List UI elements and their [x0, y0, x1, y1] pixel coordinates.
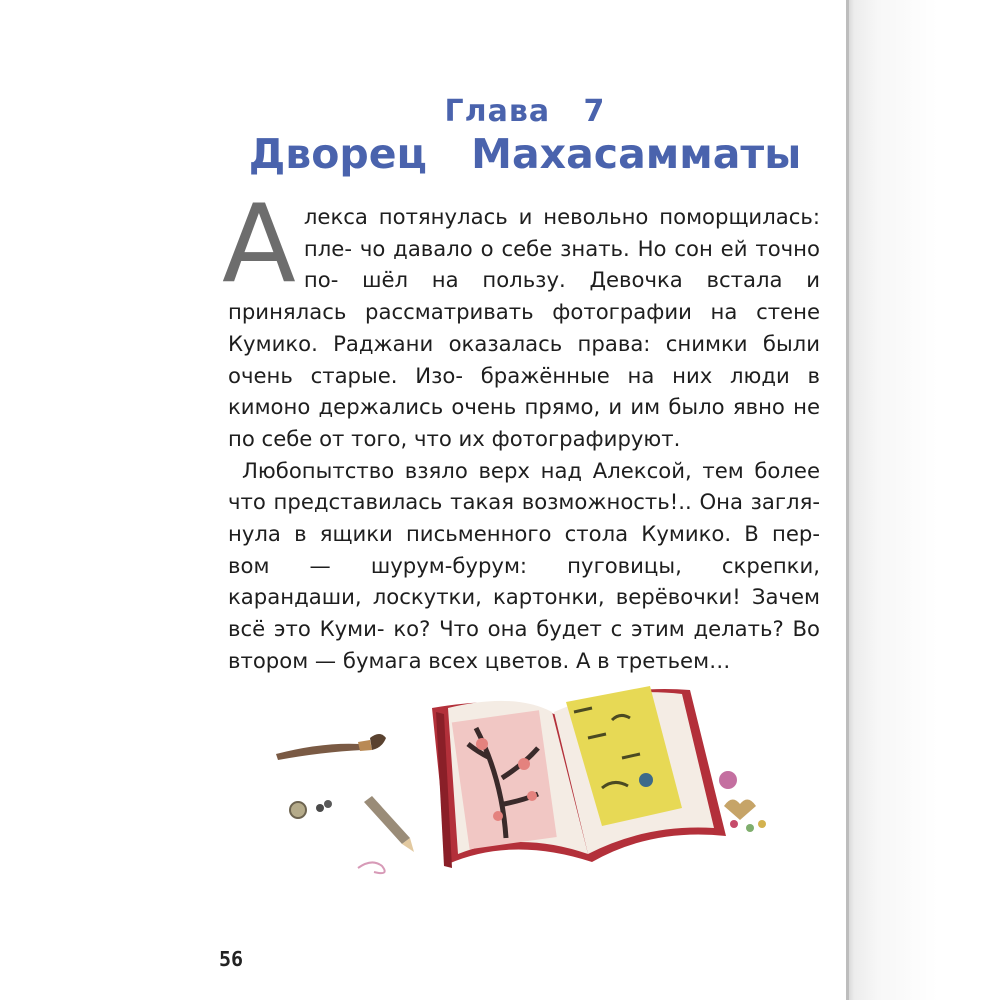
p1-line: чо давало о себе знать. Но сон ей точно по-	[303, 235, 820, 293]
p1-line: бражённые на них люди в кимоно держались очень	[228, 362, 820, 420]
chapter-text	[222, 182, 820, 677]
book-icon	[432, 686, 726, 868]
pencil-icon	[364, 796, 414, 852]
p1-line: рассматривать фотографии на стене Кумико. Раджани	[228, 299, 820, 356]
heart-icon	[724, 799, 756, 820]
paragraph-2	[228, 455, 820, 677]
p2-line: бумага всех цветов. А в третьем…	[342, 647, 731, 673]
page-number: 56	[219, 947, 244, 971]
p1-line: фотографируют.	[491, 425, 681, 451]
p2-line: лоскутки, картонки, верёвочки! Зачем всё это Куми-	[228, 584, 820, 642]
p2-line: вом — шурум-бурум: пуговицы, скрепки, карандаши,	[228, 552, 820, 610]
page-gutter-shadow	[848, 0, 1000, 1000]
paintbrush-icon	[276, 734, 386, 760]
p2-line: Любопытство взяло верх над Алексой, тем более	[242, 457, 820, 483]
p2-line: нула в ящики письменного стола Кумико. В пер-	[228, 521, 820, 547]
open-book-illustration	[262, 668, 802, 898]
chapter-label: Глава 7	[444, 94, 606, 129]
p2-line: что представилась такая возможность!.. Она загля-	[228, 489, 820, 515]
page-edge	[846, 0, 849, 1000]
bead-icon	[730, 820, 738, 828]
p1-line: прямо, и им было явно не по себе от того, что их	[228, 394, 820, 451]
bead-icon	[316, 804, 324, 812]
p1-line: лекса потянулась и невольно поморщилась: пле-	[303, 204, 820, 261]
thread-icon	[358, 862, 385, 873]
p2-line: ко? Что она будет с этим делать? Во втором —	[228, 616, 820, 673]
drop-cap: А	[222, 182, 296, 307]
bead-icon	[746, 824, 754, 832]
chapter-title: Дворец Махасамматы	[248, 130, 802, 178]
p1-line: оказалась права: снимки были очень старые. Изо-	[228, 330, 820, 388]
bead-icon	[324, 800, 332, 808]
button-icon	[290, 802, 306, 818]
p1-line: шёл на пользу. Девочка встала и принялась	[228, 267, 820, 325]
flower-icon	[719, 771, 737, 789]
paragraph-1	[222, 182, 820, 455]
bead-icon	[758, 820, 766, 828]
